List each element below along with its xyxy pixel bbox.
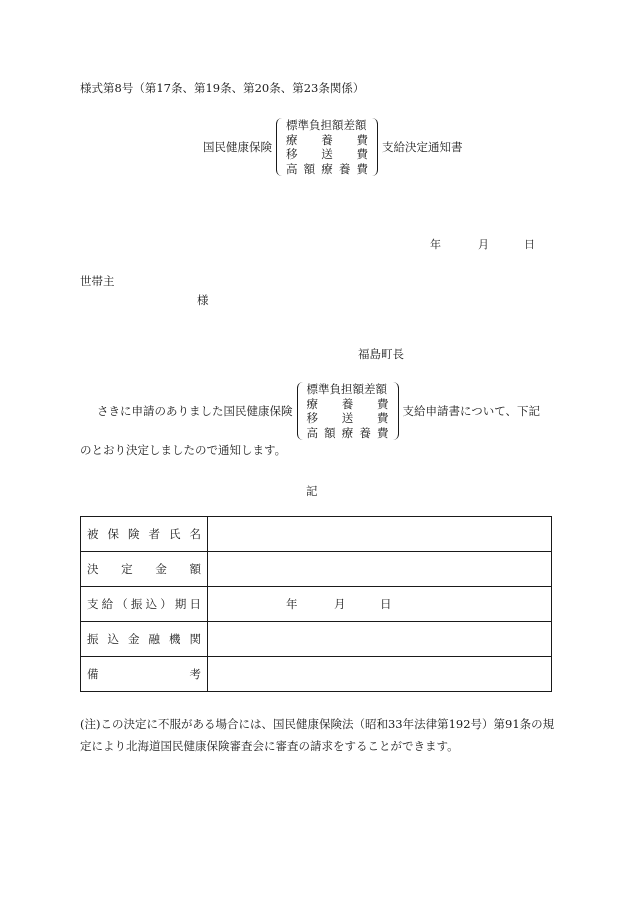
issue-date-year: 年 (430, 238, 441, 251)
detail-table (80, 516, 552, 692)
title-option-0: 標準負担額差額 (286, 118, 367, 132)
body-option-2: 移 送 費 (306, 411, 389, 426)
title-prefix: 国民健康保険 (203, 140, 272, 154)
label-insured-name: 被 保 険 者 氏 名 (81, 517, 208, 552)
issue-date (430, 236, 535, 252)
value-decided-amount[interactable] (208, 552, 552, 587)
form-number: 様式第8号（第17条、第19条、第20条、第23条関係） (80, 81, 365, 95)
recipient-label: 世帯主 (80, 274, 115, 288)
label-remarks: 備 考 (81, 657, 208, 692)
label-decided-amount: 決 定 金 額 (81, 552, 208, 587)
body-option-1: 療 養 費 (306, 396, 389, 411)
value-bank[interactable] (208, 622, 552, 657)
title-option-1: 療 養 費 (286, 132, 368, 147)
issue-date-day: 日 (524, 238, 535, 251)
table-row-bank (81, 622, 552, 657)
document-title (203, 117, 463, 177)
note-text: (注)この決定に不服がある場合には、国民健康保険法（昭和33年法律第192号）第91条の規定により北海道国民健康保険審査会に審査の請求をすることができます。 (80, 717, 555, 753)
body-options-brace (297, 382, 399, 440)
issuer-name: 福島町長 (358, 347, 404, 361)
table-row-remarks (81, 657, 552, 692)
title-option-3: 高 額 療 養 費 (286, 161, 368, 176)
body-sentence-line2: のとおり決定しましたので通知します。 (80, 443, 287, 457)
body-suffix: 支給申請書について、下記 (402, 404, 541, 418)
body-option-3: 高 額 療 養 費 (306, 425, 389, 440)
label-payment-date: 支 給 （ 振 込 ） 期 日 (81, 587, 208, 622)
body-sentence-line1 (97, 382, 540, 440)
title-option-2: 移 送 費 (286, 147, 368, 162)
value-insured-name[interactable] (208, 517, 552, 552)
label-bank: 振 込 金 融 機 関 (81, 622, 208, 657)
body-prefix: さきに申請のありました国民健康保険 (97, 404, 293, 418)
title-suffix: 支給決定通知書 (382, 140, 463, 154)
table-row-insured-name (81, 517, 552, 552)
body-option-0: 標準負担額差額 (306, 382, 387, 396)
table-row-payment-date (81, 587, 552, 622)
recipient-honorific: 様 (197, 293, 209, 307)
issue-date-month: 月 (478, 238, 489, 251)
value-payment-date[interactable]: 年 月 日 (208, 587, 552, 622)
value-remarks[interactable] (208, 657, 552, 692)
title-options-brace (276, 118, 378, 176)
ki-heading: 記 (306, 484, 318, 498)
table-row-decided-amount (81, 552, 552, 587)
